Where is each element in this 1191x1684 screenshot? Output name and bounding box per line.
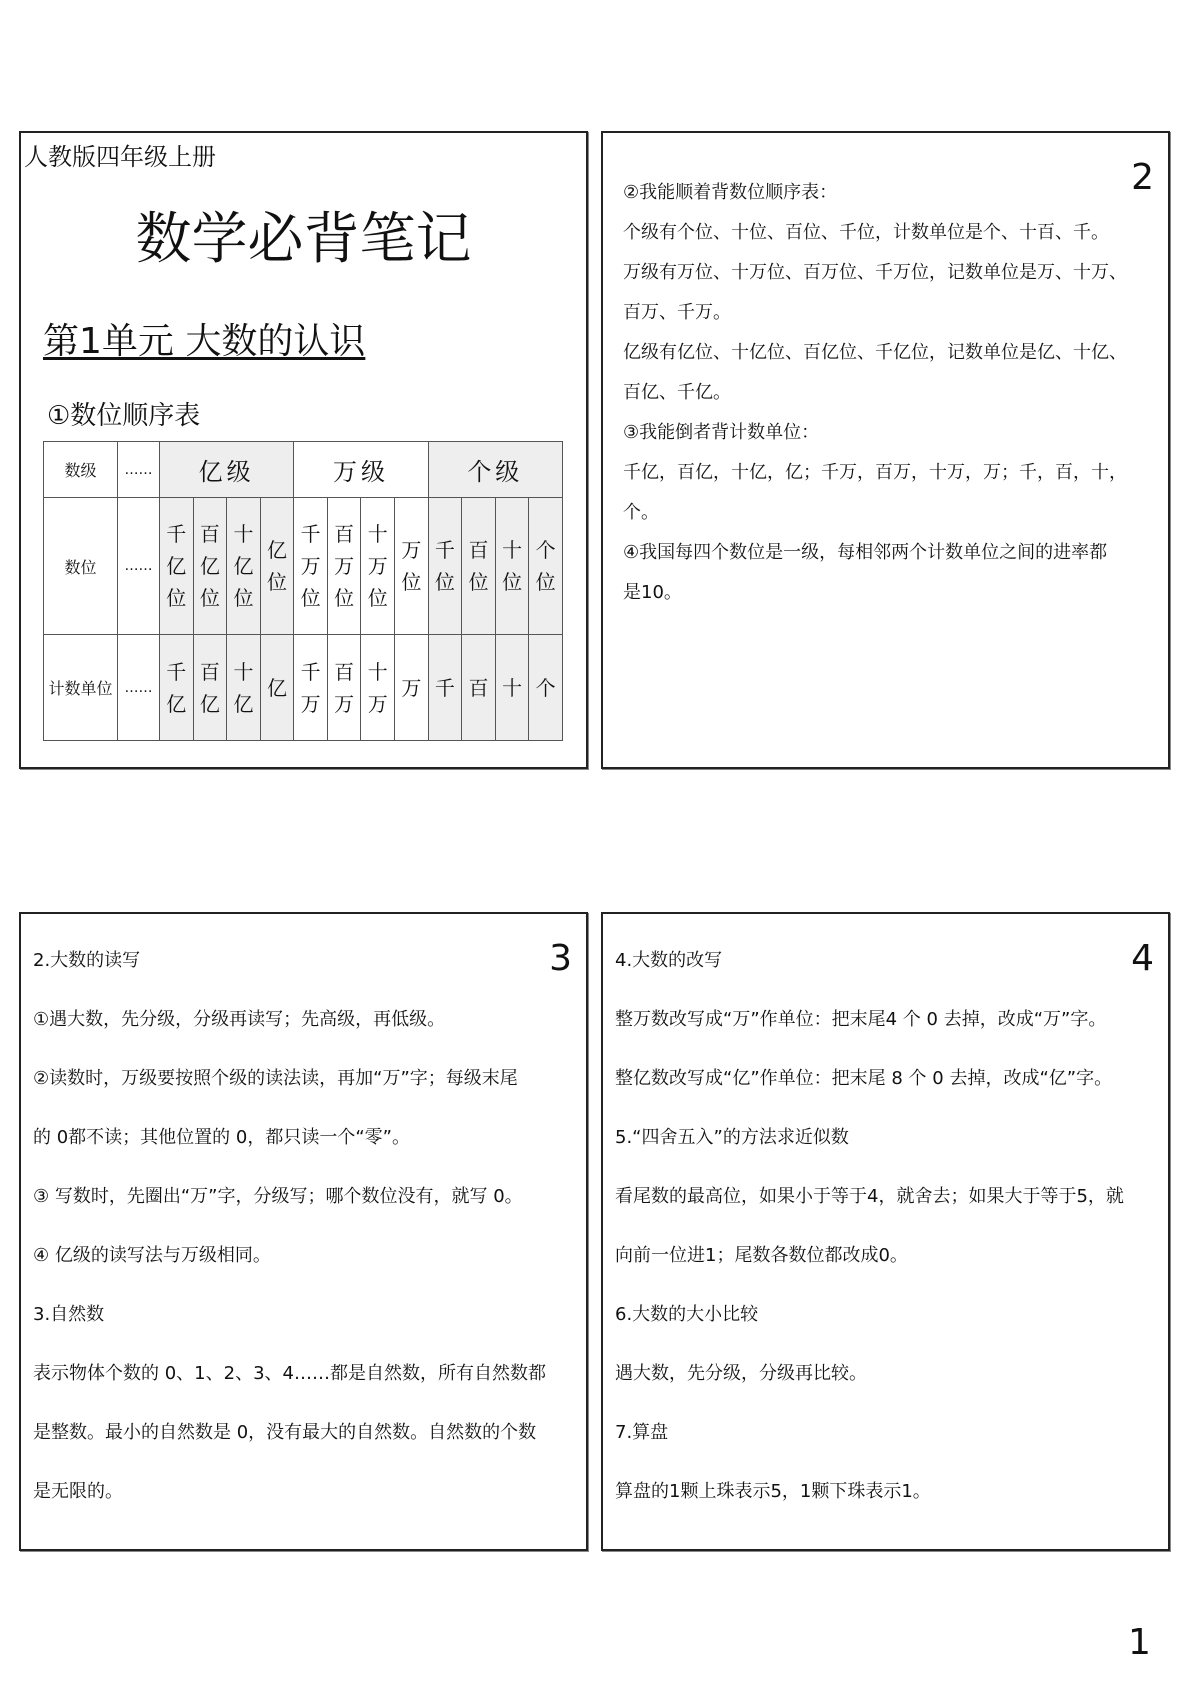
text-block	[615, 946, 1128, 1536]
level-cell: 万级	[294, 442, 428, 498]
place-cell	[327, 498, 361, 635]
text-line: 整亿数改写成“亿”作单位：把末尾 8 个 0 去掉，改成“亿”字。	[615, 1068, 1113, 1089]
unit-cell	[294, 635, 328, 741]
text-line: 千亿，百亿，十亿，亿；千万，百万，十万，万；千，百，十，	[623, 462, 1127, 483]
text-line: 看尾数的最高位，如果小于等于4，就舍去；如果大于等于5，就	[615, 1186, 1124, 1207]
slide-4	[601, 912, 1170, 1551]
text-line: 整万数改写成“万”作单位：把末尾4 个 0 去掉，改成“万”字。	[615, 1009, 1107, 1030]
cell-text: 个位	[535, 538, 556, 594]
text-line: 的 0都不读；其他位置的 0，都只读一个“零”。	[33, 1127, 410, 1148]
place-cell	[428, 498, 462, 635]
level-cell: 亿级	[160, 442, 294, 498]
text-line: 亿级有亿位、十亿位、百亿位、千亿位，记数单位是亿、十亿、	[623, 342, 1127, 363]
cell-text: 千亿	[166, 659, 187, 716]
cell-text: 百	[468, 675, 489, 700]
row-label: 数位	[44, 498, 118, 635]
table-row	[44, 498, 563, 635]
place-cell	[160, 498, 194, 635]
text-line: 是整数。最小的自然数是 0，没有最大的自然数。自然数的个数	[33, 1422, 537, 1443]
place-cell	[361, 498, 395, 635]
text-line: ②读数时，万级要按照个级的读法读，再加“万”字；每级末尾	[33, 1068, 518, 1089]
place-cell	[495, 498, 529, 635]
row-label: 数级	[44, 442, 118, 498]
text-line: 5.“四舍五入”的方法求近似数	[615, 1127, 849, 1148]
unit-cell	[529, 635, 563, 741]
place-cell	[395, 498, 429, 635]
cell-text: 亿	[267, 675, 288, 700]
row-label: 计数单位	[44, 635, 118, 741]
slide-1	[19, 131, 588, 769]
cell-text: 万位	[401, 538, 422, 594]
cell-text: 十亿位	[233, 522, 254, 610]
text-line: 个级有个位、十位、百位、千位，计数单位是个、十百、千。	[623, 222, 1109, 243]
text-line: 3.自然数	[33, 1304, 105, 1325]
cell-text: 十亿	[233, 659, 254, 716]
cell-text: 十万	[367, 659, 388, 716]
text-line: ②我能顺着背数位顺序表：	[623, 182, 838, 203]
cell-text: 百万位	[334, 522, 355, 610]
place-cell	[294, 498, 328, 635]
slide-number: 2	[1131, 157, 1154, 198]
text-line: 是无限的。	[33, 1481, 123, 1502]
cell-text: 十	[502, 675, 523, 700]
unit-cell	[193, 635, 227, 741]
table-row	[44, 442, 563, 498]
text-line: 6.大数的大小比较	[615, 1304, 759, 1325]
cell-text: 百位	[468, 538, 489, 594]
cell-text: 百亿	[199, 659, 220, 716]
cell-text: 十位	[502, 538, 523, 594]
text-line: 2.大数的读写	[33, 950, 141, 971]
place-cell	[193, 498, 227, 635]
text-line: 4.大数的改写	[615, 950, 723, 971]
unit-heading: 第1单元 大数的认识	[43, 321, 366, 362]
unit-cell	[495, 635, 529, 741]
text-line: 百亿、千亿。	[623, 382, 731, 403]
unit-cell	[428, 635, 462, 741]
unit-cell	[361, 635, 395, 741]
unit-cell	[462, 635, 496, 741]
cell-text: 千位	[434, 538, 455, 594]
text-line: ④我国每四个数位是一级，每相邻两个计数单位之间的进率都	[623, 542, 1108, 563]
cell-text: 万	[401, 675, 422, 700]
text-block	[623, 173, 1128, 613]
text-line: 万级有万位、十万位、百万位、千万位，记数单位是万、十万、	[623, 262, 1127, 283]
text-line: ③ 写数时，先圈出“万”字，分级写；哪个数位没有，就写 0。	[33, 1186, 523, 1207]
text-line: ③我能倒者背计数单位：	[623, 422, 820, 443]
text-line: 个。	[623, 502, 659, 523]
cell-text: 十万位	[367, 522, 388, 610]
cell-text: 个	[535, 675, 556, 700]
place-value-table	[43, 441, 563, 741]
cell-text: 千万	[300, 659, 321, 716]
place-cell	[260, 498, 294, 635]
text-block	[33, 946, 546, 1536]
unit-cell	[327, 635, 361, 741]
cell-text: 千	[434, 675, 455, 700]
place-cell	[529, 498, 563, 635]
section-heading: ①数位顺序表	[47, 401, 201, 431]
text-line: 遇大数，先分级，分级再比较。	[615, 1363, 867, 1384]
text-line: 百万、千万。	[623, 302, 731, 323]
text-line: ④ 亿级的读写法与万级相同。	[33, 1245, 271, 1266]
slide-2	[601, 131, 1170, 769]
text-line: 向前一位进1；尾数各数位都改成0。	[615, 1245, 908, 1266]
text-line: 算盘的1颗上珠表示5，1颗下珠表示1。	[615, 1481, 931, 1502]
cell-text: 亿位	[267, 538, 288, 594]
subtitle: 人教版四年级上册	[24, 143, 216, 171]
page-number: 1	[1128, 1622, 1151, 1663]
text-line: ①遇大数，先分级，分级再读写；先高级，再低级。	[33, 1009, 446, 1030]
level-cell: 个级	[428, 442, 562, 498]
place-cell	[462, 498, 496, 635]
table-row	[44, 635, 563, 741]
ellipsis-cell: ……	[118, 498, 160, 635]
slide-number: 3	[549, 938, 572, 979]
page-title: 数学必背笔记	[135, 207, 472, 272]
cell-text: 千亿位	[166, 522, 187, 610]
cell-text: 千万位	[300, 522, 321, 610]
unit-cell	[227, 635, 261, 741]
text-line: 7.算盘	[615, 1422, 669, 1443]
place-cell	[227, 498, 261, 635]
cell-text: 百亿位	[199, 522, 220, 610]
unit-cell	[160, 635, 194, 741]
ellipsis-cell: ……	[118, 442, 160, 498]
slide-3	[19, 912, 588, 1551]
cell-text: 百万	[334, 659, 355, 716]
unit-cell	[260, 635, 294, 741]
unit-cell	[395, 635, 429, 741]
ellipsis-cell: ……	[118, 635, 160, 741]
text-line: 表示物体个数的 0、1、2、3、4……都是自然数，所有自然数都	[33, 1363, 546, 1384]
slide-number: 4	[1131, 938, 1154, 979]
text-line: 是10。	[623, 582, 682, 603]
